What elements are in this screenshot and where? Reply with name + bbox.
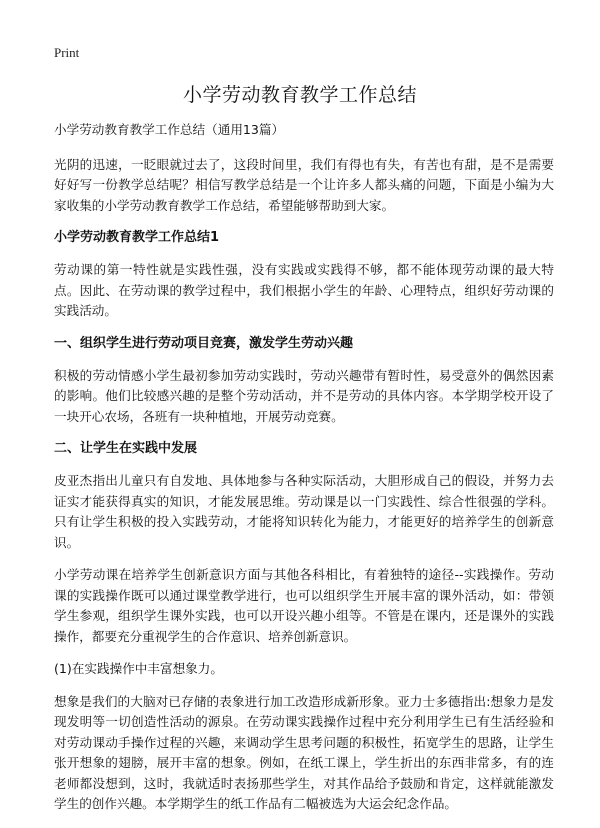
point-one-label: (1)在实践操作中丰富想象力。 [54,661,223,676]
intro-paragraph: 光阴的迅速，一眨眼就过去了，这段时间里，我们有得也有失，有苦也有甜，是不是需要好好写一份教学总结呢？相信写教学总结是一个让许多人都头痛的问题，下面是小编为大家收集的小学劳动教育教学工作总结，希望能够帮助到大家。 [54,156,554,213]
subsection-heading-one: 一、组织学生进行劳动项目竞赛，激发学生劳动兴趣 [54,335,354,351]
subsection-two-paragraph-2: 小学劳动课在培养学生创新意识方面与其他各科相比，有着独特的途径--实践操作。劳动课的实践操作既可以通过课堂教学进行，也可以组织学生开展丰富的课外活动，如：带领学生参观，组织学生课外实践，也可以开设兴趣小组等。不管是在课内，还是课外的实践操作，都要充分重视学生的合作意识、培养创新意识。 [54,567,554,644]
section-paragraph: 劳动课的第一特性就是实践性强，没有实践或实践得不够，都不能体现劳动课的最大特点。因此、在劳动课的教学过程中，我们根据小学生的年龄、心理特点，组织好劳动课的实践活动。 [54,262,554,318]
section-heading: 小学劳动教育教学工作总结1 [54,230,220,245]
subsection-heading-two: 二、让学生在实践中发展 [54,441,198,456]
article-body [54,120,554,827]
print-link[interactable]: Print [54,45,80,60]
page-title: 小学劳动教育教学工作总结 [182,84,417,106]
article-subtitle: 小学劳动教育教学工作总结（通用13篇） [54,122,285,137]
point-one-paragraph: 想象是我们的大脑对已存储的表象进行加工改造形成新形象。亚力士多德指出:想象力是发现发明等一切创造性活动的源泉。在劳动课实践操作过程中充分利用学生已有生活经验和对劳动课动手操作过程的兴趣，来调动学生思考问题的积极性，拓宽学生的思路，让学生张开想象的翅膀，展开丰富的想象。例如，在纸工课上，学生折出的东西非常多，有的连老师都没想到，这时，我就适时表扬那些学生，对其作品给予鼓励和肯定，这样就能激发学生的创作兴趣。本学期学生的纸工作品有二幅被选为大运会纪念作品。 [54,693,554,811]
subsection-two-paragraph-1: 皮亚杰指出儿童只有自发地、具体地参与各种实际活动，大胆形成自己的假设，并努力去证实才能获得真实的知识，才能发展思维。劳动课是以一门实践性、综合性很强的学科。只有让学生积极的投入实践劳动，才能将知识转化为能力，才能更好的培养学生的创新意识。 [54,473,554,550]
subsection-one-paragraph: 积极的劳动情感小学生最初参加劳动实践时，劳动兴趣带有暂时性，易受意外的偶然因素的影响。他们比较感兴趣的是整个劳动活动，并不是劳动的具体内容。本学期学校开设了一块开心农场，各班有一块种植地，开展劳动竞赛。 [54,367,554,424]
